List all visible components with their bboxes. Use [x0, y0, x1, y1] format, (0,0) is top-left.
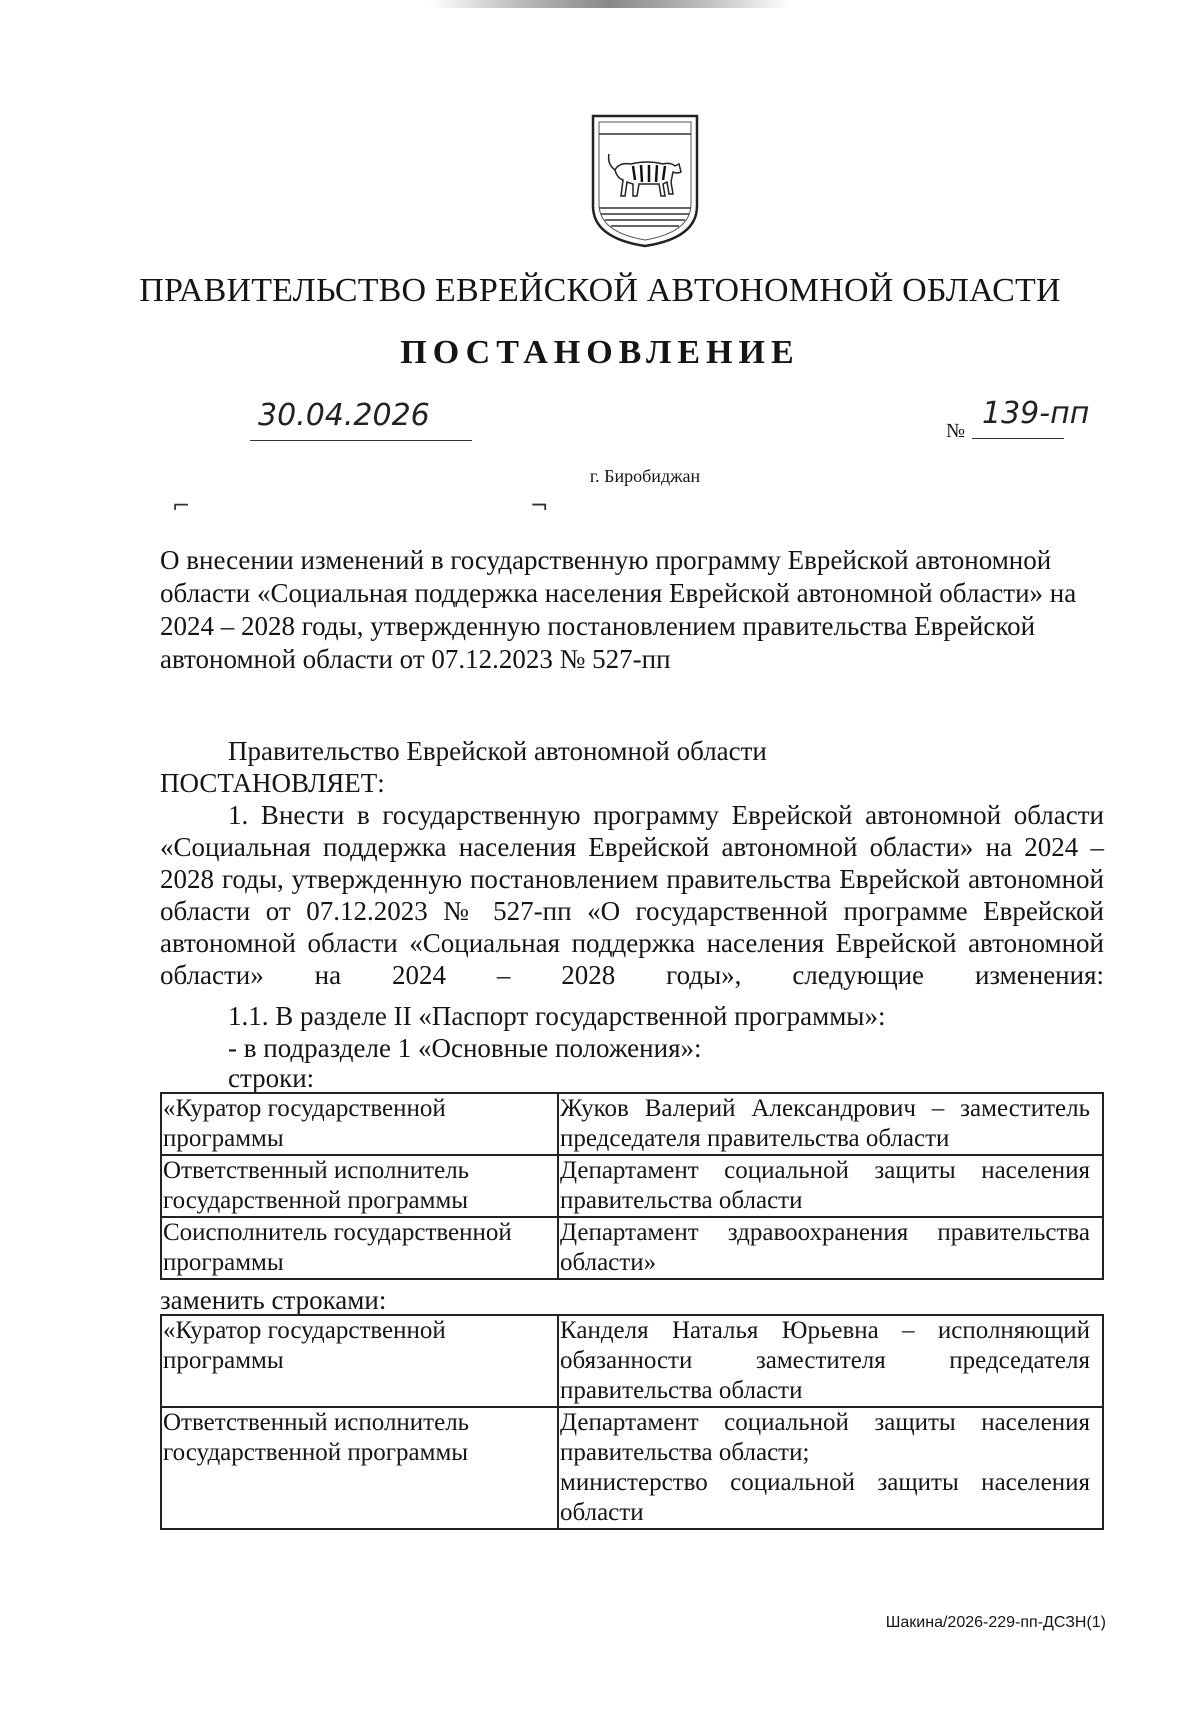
table-row — [161, 1093, 1103, 1155]
tiger-icon — [609, 154, 681, 196]
old-rows-table — [160, 1092, 1104, 1280]
city-name: г. Биробиджан — [589, 466, 701, 486]
table-cell-label: Ответственный исполнитель государственной программы — [161, 1155, 558, 1217]
table-cell-label: Соисполнитель государственной программы — [161, 1217, 558, 1279]
resolves-word: ПОСТАНОВЛЯЕТ: — [160, 768, 385, 798]
table-row — [161, 1407, 1103, 1529]
lines-label: строки: — [228, 1063, 315, 1093]
scan-artifact — [430, 0, 790, 8]
table-cell-label: «Куратор государственной программы — [161, 1093, 558, 1155]
government-name: ПРАВИТЕЛЬСТВО ЕВРЕЙСКОЙ АВТОНОМНОЙ ОБЛАСТИ — [139, 272, 1061, 309]
table-cell-value: Канделя Наталья Юрьевна – исполняющий обязанности заместителя председателя правительства области — [558, 1315, 1103, 1407]
document-title: О внесении изменений в государственную программу Еврейской автономной области «Социальная поддержка населения Еврейской автономной области» на 2024 – 2028 годы, утвержденную постановлением правительства Еврейской автономной области от 07.12.2023 № 527-пп — [160, 545, 1077, 674]
item-1-1-text: 1.1. В разделе II «Паспорт государственной программы»: — [228, 1001, 886, 1031]
table-cell-label: Ответственный исполнитель государственной программы — [161, 1407, 558, 1529]
title-corner-right-mark: ¬ — [530, 494, 549, 519]
handwritten-number: 139-пп — [982, 396, 1090, 431]
table-cell-label: «Куратор государственной программы — [161, 1315, 558, 1407]
replace-label: заменить строками: — [160, 1285, 387, 1315]
title-corner-left-mark: ⌐ — [172, 494, 191, 519]
item-1-text: 1. Внести в государственную программу Еврейской автономной области «Социальная поддержка населения Еврейской автономной области» на 2024 – 2028 годы, утвержденную постановлением правительства Еврейской автономной области от 07.12.2023 № 527-пп «О государственной программе Еврейской автономной области «Социальная поддержка населения Еврейской автономной области» на 2024 – 2028 годы», следующие изменения: — [160, 800, 1104, 990]
number-label: № — [946, 420, 966, 442]
table-row — [161, 1315, 1103, 1407]
table-cell-value — [558, 1407, 1103, 1529]
footer-reference: Шакина/2026-229-пп-ДСЗН(1) — [885, 1614, 1106, 1631]
number-underline — [972, 438, 1064, 439]
table-cell-value-line: Департамент социальной защиты населения правительства области; — [560, 1409, 1090, 1466]
table-cell-value: Жуков Валерий Александрович – заместитель председателя правительства области — [558, 1093, 1103, 1155]
coat-of-arms-emblem — [587, 110, 703, 250]
handwritten-date: 30.04.2026 — [258, 398, 430, 433]
table-cell-value: Департамент здравоохранения правительства области» — [558, 1217, 1103, 1279]
document-type-heading: ПОСТАНОВЛЕНИЕ — [400, 334, 800, 371]
new-rows-table — [160, 1314, 1104, 1530]
date-underline — [250, 440, 472, 441]
subsection-text: - в подразделе 1 «Основные положения»: — [228, 1033, 702, 1063]
table-row — [161, 1217, 1103, 1279]
table-row — [161, 1155, 1103, 1217]
table-cell-value: Департамент социальной защиты населения правительства области — [558, 1155, 1103, 1217]
intro-line: Правительство Еврейской автономной области — [228, 736, 767, 766]
table-cell-value-line: министерство социальной защиты населения области — [560, 1469, 1090, 1526]
